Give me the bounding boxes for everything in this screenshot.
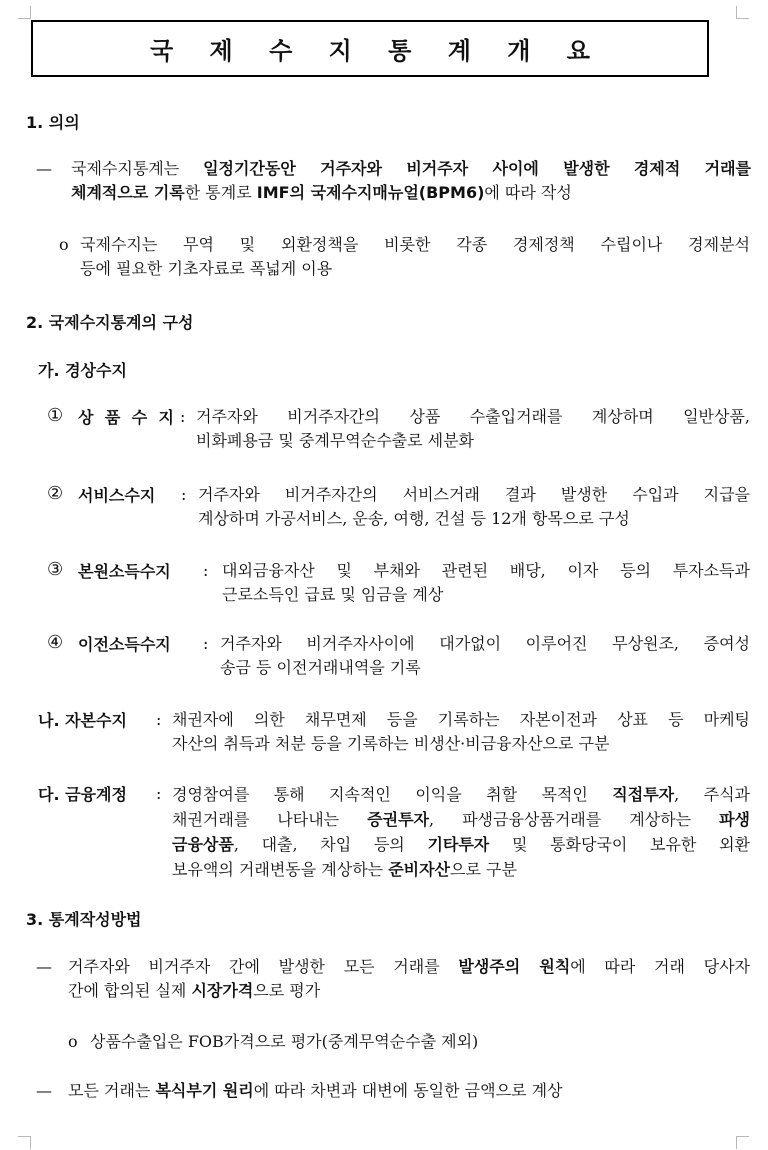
subsection-da-colon: :	[156, 784, 162, 803]
item-2-label: 서비스수지	[78, 486, 156, 505]
s3-para-2: 상품수출입은 FOB가격으로 평가(중계무역순수출 제외)	[90, 1032, 479, 1051]
s1-para-1-line-1: 국제수지통계는 일정기간동안 거주자와 비거주자 사이에 발생한 경제적 거래를	[71, 159, 752, 178]
dash-marker: —	[36, 1081, 52, 1100]
item-4-colon: :	[203, 634, 209, 653]
item-4-label: 이전소득수지	[78, 635, 171, 654]
crop-mark-top-right	[736, 6, 749, 19]
s1-para-2-line-2: 등에 필요한 기초자료로 폭넓게 이용	[80, 259, 333, 278]
item-4-number: ④	[47, 632, 64, 653]
crop-mark-top-left	[18, 6, 31, 19]
crop-mark-bottom-left	[18, 1136, 31, 1149]
s1-para-1	[71, 157, 751, 205]
dash-marker: —	[36, 957, 52, 976]
subsection-ga-heading: 가. 경상수지	[38, 361, 127, 380]
subsection-na-text: 채권자에 의한 채무면제 등을 기록하는 자본이전과 상표 등 마케팅 자산의 취득과 처분 등을 기록하는 비생산·비금융자산으로 구분	[172, 710, 750, 753]
subsection-na-label: 나. 자본수지	[38, 711, 127, 730]
title-box	[31, 20, 709, 77]
s1-para-1-line-2: 체계적으로 기록한 통계로 IMF의 국제수지매뉴얼(BPM6)에 따라 작성	[71, 183, 572, 202]
s3-para-1: 거주자와 비거주자 간에 발생한 모든 거래를 발생주의 원칙에 따라 거래 당사자 간에 합의된 실제 시장가격으로 평가	[68, 957, 751, 1000]
item-1-text: 거주자와 비거주자간의 상품 수출입거래를 계상하며 일반상품, 비화폐용금 및 중계무역순수출로 세분화	[196, 407, 750, 450]
item-1-number: ①	[47, 405, 64, 426]
item-1-label: 상 품 수 지	[78, 408, 174, 427]
bullet-marker: o	[59, 235, 69, 254]
s1-para-2	[80, 233, 750, 281]
bullet-marker: o	[68, 1032, 78, 1051]
item-2-number: ②	[47, 483, 64, 504]
s1-para-2-line-1: 국제수지는 무역 및 외환정책을 비롯한 각종 경제정책 수립이나 경제분석	[80, 235, 750, 254]
item-3-text: 대외금융자산 및 부채와 관련된 배당, 이자 등의 투자소득과 근로소득인 급료 및 임금을 계상	[222, 561, 750, 604]
section-1-heading: 1. 의의	[26, 113, 80, 132]
item-4-text: 거주자와 비거주자사이에 대가없이 이루어진 무상원조, 증여성 송금 등 이전거래내역을 기록	[220, 634, 750, 677]
item-3-number: ③	[47, 559, 64, 580]
item-2-colon: :	[181, 485, 187, 504]
section-2-heading: 2. 국제수지통계의 구성	[26, 313, 194, 332]
subsection-da-label: 다. 금융계정	[38, 785, 127, 804]
section-3-heading: 3. 통계작성방법	[26, 910, 142, 929]
subsection-na-colon: :	[156, 710, 162, 729]
item-3-label: 본원소득수지	[78, 562, 171, 581]
item-1-colon: :	[180, 407, 186, 426]
s3-para-3: 모든 거래는 복식부기 원리에 따라 차변과 대변에 동일한 금액으로 계상	[68, 1081, 563, 1100]
dash-marker: —	[36, 159, 52, 178]
subsection-da-text: 경영참여를 통해 지속적인 이익을 취할 목적인 직접투자, 주식과 채권거래를 나타내는 증권투자, 파생금융상품거래를 계상하는 파생 금융상품, 대출, 차입 등의 기타투자 및 통화당국이 보유한 외환 보유액의 거래변동을 계상하는 준비자산으로 구분	[172, 785, 750, 879]
item-3-colon: :	[203, 561, 209, 580]
item-2-text: 거주자와 비거주자간의 서비스거래 결과 발생한 수입과 지급을 계상하며 가공서비스, 운송, 여행, 건설 등 12개 항목으로 구성	[198, 485, 750, 528]
crop-mark-bottom-right	[736, 1136, 749, 1149]
page-title: 국 제 수 지 통 계 개 요	[150, 37, 604, 65]
